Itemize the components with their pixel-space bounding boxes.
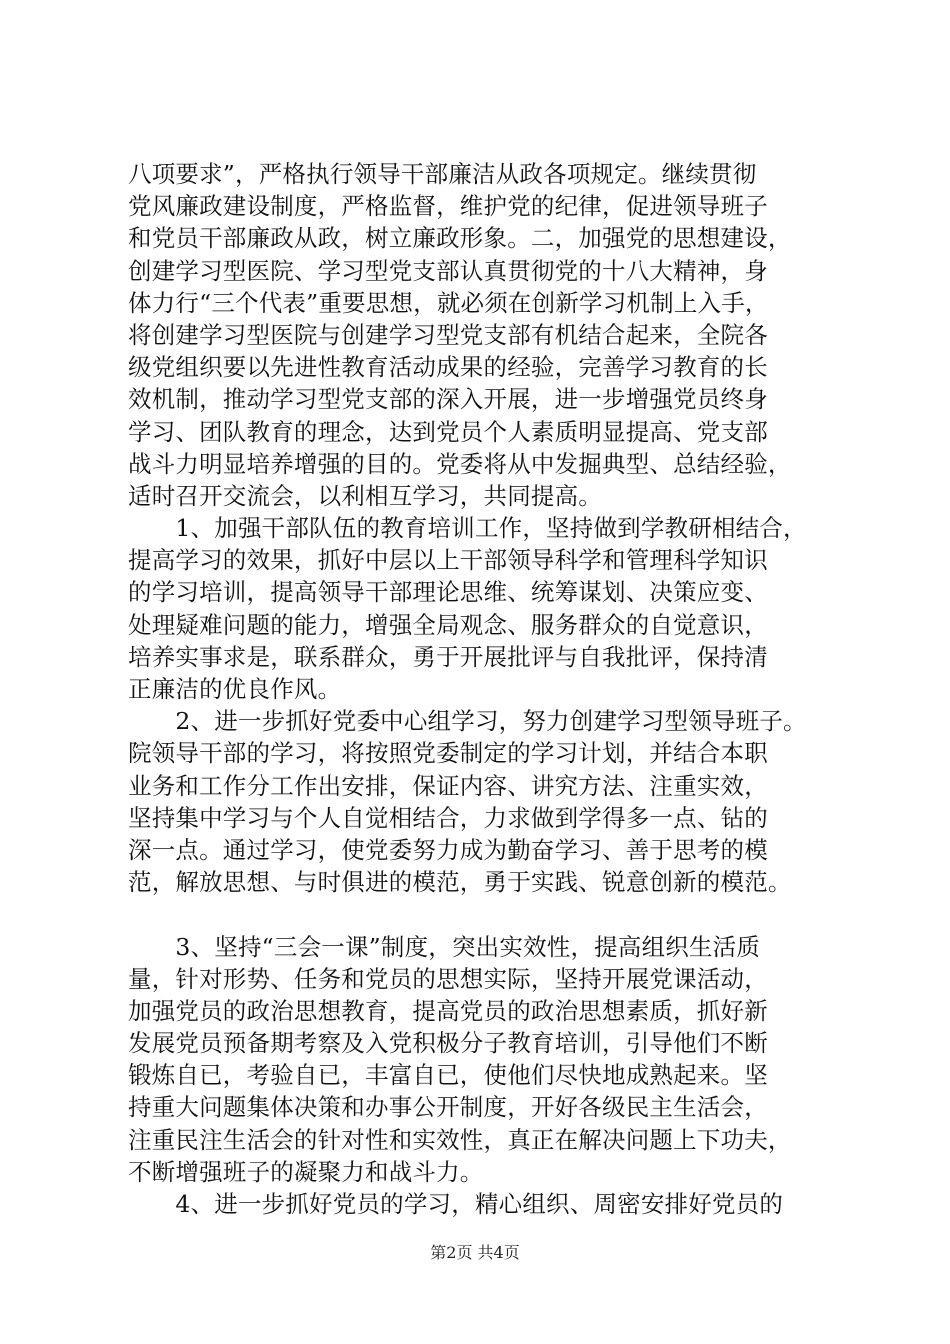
- page-footer: 第2页 共4页: [430, 1243, 520, 1262]
- document-body: [128, 158, 844, 1220]
- text-line: 战斗力明显培养增强的目的。党委将从中发掘典型、总结经验，: [128, 449, 792, 478]
- text-line: 八项要求”，严格执行领导干部廉洁从政各项规定。继续贯彻: [128, 160, 757, 188]
- text-line: 深一点。通过学习，使党委努力成为勤奋学习、善于思考的模: [128, 835, 768, 864]
- text-line: 坚持集中学习与个人自觉相结合，力求做到学得多一点、钻的: [128, 803, 768, 832]
- text-line: 学习、团队教育的理念，达到党员个人素质明显提高、党支部: [128, 417, 768, 446]
- text-line: 正廉洁的优良作风。: [128, 675, 342, 703]
- text-line: 的学习培训，提高领导干部理论思维、统筹谋划、决策应变、: [128, 578, 768, 607]
- text-line: 培养实事求是，联系群众，勇于开展批评与自我批评，保持清: [128, 642, 768, 671]
- text-line: 持重大问题集体决策和办事公开制度，开好各级民主生活会，: [128, 1093, 768, 1122]
- text-line: 发展党员预备期考察及入党积极分子教育培训，引导他们不断: [128, 1029, 768, 1058]
- text-line: 范，解放思想、与时俱进的模范，勇于实践、锐意创新的模范。: [128, 868, 792, 897]
- text-line: 创建学习型医院、学习型党支部认真贯彻党的十八大精神，身: [128, 256, 768, 285]
- text-line: 提高学习的效果，抓好中层以上干部领导科学和管理科学知识: [128, 546, 768, 575]
- text-line: 不断增强班子的凝聚力和战斗力。: [128, 1157, 484, 1186]
- text-line: 注重民注生活会的针对性和实效性，真正在解决问题上下功夫，: [128, 1125, 792, 1154]
- text-line: 业务和工作分工作出安排，保证内容、讲究方法、注重实效，: [128, 771, 768, 800]
- paragraph-gap: [128, 898, 844, 930]
- text-line: 1、加强干部队伍的教育培训工作，坚持做到学教研相结合，: [128, 514, 807, 543]
- text-line: 院领导干部的学习，将按照党委制定的学习计划，并结合本职: [128, 739, 768, 768]
- text-line: 和党员干部廉政从政，树立廉政形象。二，加强党的思想建设，: [128, 224, 792, 253]
- text-line: 加强党员的政治思想教育，提高党员的政治思想素质，抓好新: [128, 996, 768, 1025]
- text-line: 2、进一步抓好党委中心组学习，努力创建学习型领导班子。: [128, 707, 807, 736]
- text-line: 量，针对形势、任务和党员的思想实际，坚持开展党课活动，: [128, 964, 768, 993]
- text-line: 3、坚持“三会一课”制度，突出实效性，提高组织生活质: [128, 932, 761, 961]
- text-line: 党风廉政建设制度，严格监督，维护党的纪律，促进领导班子: [128, 192, 768, 221]
- text-line: 效机制，推动学习型党支部的深入开展，进一步增强党员终身: [128, 385, 768, 414]
- text-line: 处理疑难问题的能力，增强全局观念、服务群众的自觉意识，: [128, 610, 768, 639]
- text-line: 将创建学习型医院与创建学习型党支部有机结合起来，全院各: [128, 320, 768, 349]
- text-line: 体力行“三个代表”重要思想，就必须在创新学习机制上入手，: [128, 288, 769, 317]
- text-line: 级党组织要以先进性教育活动成果的经验，完善学习教育的长: [128, 353, 768, 382]
- text-line: 4、进一步抓好党员的学习，精心组织、周密安排好党员的: [128, 1190, 784, 1218]
- text-line: 适时召开交流会，以利相互学习，共同提高。: [128, 481, 602, 510]
- text-line: 锻炼自已，考验自已，丰富自已，使他们尽快地成熟起来。坚: [128, 1061, 768, 1090]
